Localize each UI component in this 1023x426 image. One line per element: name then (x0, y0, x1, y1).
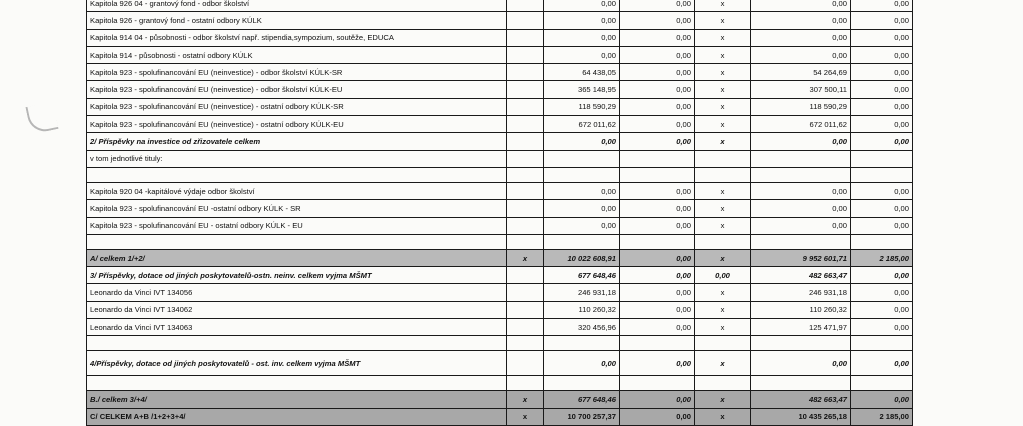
cell-value-5: 0,00 (851, 116, 913, 133)
cell-value-3: 0,00 (695, 267, 751, 284)
cell-value-3: x (695, 408, 751, 425)
row-label: Leonardo da Vinci IVT 134063 (87, 319, 507, 336)
cell-marker (507, 98, 544, 115)
cell-marker (507, 133, 544, 150)
cell-value-3: x (695, 182, 751, 199)
table-row (87, 336, 913, 351)
cell-value-4: 0,00 (751, 200, 851, 217)
cell-value-3 (695, 376, 751, 391)
row-label (87, 376, 507, 391)
cell-marker (507, 81, 544, 98)
cell-value-5: 0,00 (851, 217, 913, 234)
cell-value-2 (620, 376, 695, 391)
cell-value-4 (751, 376, 851, 391)
row-label (87, 336, 507, 351)
row-label: A/ celkem 1/+2/ (87, 249, 507, 266)
cell-value-1 (544, 167, 620, 182)
table-row (87, 133, 913, 150)
cell-value-5: 0,00 (851, 200, 913, 217)
cell-value-5: 0,00 (851, 12, 913, 29)
cell-value-5: 0,00 (851, 301, 913, 318)
row-label: 4/Příspěvky, dotace od jiných poskytovatelů - ost. inv. celkem vyjma MŠMT (87, 351, 507, 376)
cell-value-4: 0,00 (751, 0, 851, 12)
cell-value-4: 0,00 (751, 133, 851, 150)
cell-value-4: 10 435 265,18 (751, 408, 851, 425)
cell-value-5: 2 185,00 (851, 249, 913, 266)
cell-value-2: 0,00 (620, 391, 695, 408)
cell-value-1: 677 648,46 (544, 267, 620, 284)
cell-value-1: 110 260,32 (544, 301, 620, 318)
cell-value-5: 0,00 (851, 319, 913, 336)
table-row (87, 64, 913, 81)
cell-value-5: 0,00 (851, 391, 913, 408)
row-label: Kapitola 914 - působnosti - ostatní odbory KÚLK (87, 46, 507, 63)
table-row (87, 351, 913, 376)
row-label: Kapitola 926 04 - grantový fond - odbor školství (87, 0, 507, 12)
cell-value-3: x (695, 29, 751, 46)
table-row (87, 98, 913, 115)
cell-value-3: x (695, 217, 751, 234)
cell-value-1: 320 456,96 (544, 319, 620, 336)
table-row (87, 46, 913, 63)
cell-value-1: 0,00 (544, 29, 620, 46)
cell-value-2: 0,00 (620, 182, 695, 199)
cell-value-1: 0,00 (544, 133, 620, 150)
row-label: Kapitola 923 - spolufinancování EU -ostatní odbory KÚLK - SR (87, 200, 507, 217)
cell-marker (507, 29, 544, 46)
cell-value-4: 118 590,29 (751, 98, 851, 115)
cell-marker (507, 0, 544, 12)
table-row (87, 167, 913, 182)
cell-marker (507, 234, 544, 249)
cell-value-2: 0,00 (620, 116, 695, 133)
cell-marker (507, 351, 544, 376)
cell-value-3: x (695, 12, 751, 29)
cell-value-5 (851, 150, 913, 167)
table-row (87, 12, 913, 29)
cell-value-1: 10 022 608,91 (544, 249, 620, 266)
table-row (87, 150, 913, 167)
cell-value-4: 482 663,47 (751, 267, 851, 284)
cell-marker (507, 200, 544, 217)
cell-value-5 (851, 376, 913, 391)
cell-value-1: 246 931,18 (544, 284, 620, 301)
cell-value-5: 0,00 (851, 133, 913, 150)
cell-value-1 (544, 150, 620, 167)
row-label: Kapitola 923 - spolufinancování EU (neinvestice) - ostatní odbory KÚLK-EU (87, 116, 507, 133)
cell-value-4: 0,00 (751, 29, 851, 46)
cell-value-2: 0,00 (620, 46, 695, 63)
row-label (87, 234, 507, 249)
cell-value-5: 0,00 (851, 284, 913, 301)
cell-value-5: 0,00 (851, 98, 913, 115)
cell-value-3: x (695, 0, 751, 12)
cell-value-3 (695, 234, 751, 249)
cell-value-5: 0,00 (851, 81, 913, 98)
row-label: 2/ Příspěvky na investice od zřizovatele celkem (87, 133, 507, 150)
cell-value-3: x (695, 391, 751, 408)
table-row (87, 29, 913, 46)
row-label: Leonardo da Vinci IVT 134062 (87, 301, 507, 318)
cell-value-2: 0,00 (620, 0, 695, 12)
cell-marker: x (507, 249, 544, 266)
cell-value-2: 0,00 (620, 133, 695, 150)
cell-value-4: 54 264,69 (751, 64, 851, 81)
cell-value-1: 0,00 (544, 182, 620, 199)
cell-value-3: x (695, 116, 751, 133)
cell-value-5: 2 185,00 (851, 408, 913, 425)
budget-table (86, 0, 913, 426)
row-label: Kapitola 914 04 - působnosti - odbor školství např. stipendia,sympozium, soutěže, EDUCA (87, 29, 507, 46)
cell-value-3: x (695, 64, 751, 81)
row-label: Kapitola 923 - spolufinancování EU (neinvestice) - odbor školství KÚLK-EU (87, 81, 507, 98)
cell-value-1: 10 700 257,37 (544, 408, 620, 425)
cell-value-4: 672 011,62 (751, 116, 851, 133)
cell-value-3: x (695, 133, 751, 150)
cell-value-4: 125 471,97 (751, 319, 851, 336)
row-label: Kapitola 926 - grantový fond - ostatní odbory KÚLK (87, 12, 507, 29)
cell-value-1: 677 648,46 (544, 391, 620, 408)
cell-marker: x (507, 391, 544, 408)
cell-value-2: 0,00 (620, 301, 695, 318)
cell-value-5 (851, 167, 913, 182)
cell-marker (507, 319, 544, 336)
cell-marker (507, 116, 544, 133)
cell-value-4: 0,00 (751, 351, 851, 376)
cell-value-5: 0,00 (851, 0, 913, 12)
cell-value-3: x (695, 46, 751, 63)
cell-value-1: 0,00 (544, 12, 620, 29)
cell-value-3 (695, 336, 751, 351)
cell-value-3: x (695, 284, 751, 301)
cell-value-5: 0,00 (851, 46, 913, 63)
cell-value-3: x (695, 81, 751, 98)
cell-value-4: 110 260,32 (751, 301, 851, 318)
table-row (87, 376, 913, 391)
row-label: Kapitola 923 - spolufinancování EU (neinvestice) - odbor školství KÚLK-SR (87, 64, 507, 81)
cell-value-4 (751, 167, 851, 182)
cell-value-2: 0,00 (620, 267, 695, 284)
cell-value-4: 307 500,11 (751, 81, 851, 98)
table-row (87, 301, 913, 318)
cell-marker (507, 64, 544, 81)
cell-value-3: x (695, 319, 751, 336)
table-row (87, 319, 913, 336)
cell-value-1: 365 148,95 (544, 81, 620, 98)
cell-value-3: x (695, 200, 751, 217)
cell-value-1: 0,00 (544, 200, 620, 217)
cell-marker (507, 376, 544, 391)
row-label: Kapitola 923 - spolufinancování EU - ostatní odbory KÚLK - EU (87, 217, 507, 234)
row-label: Kapitola 920 04 -kapitálové výdaje odbor školství (87, 182, 507, 199)
table-row (87, 0, 913, 12)
cell-value-2 (620, 336, 695, 351)
cell-value-2: 0,00 (620, 217, 695, 234)
cell-value-3: x (695, 351, 751, 376)
row-label: 3/ Příspěvky, dotace od jiných poskytovatelů-ostn. neinv. celkem vyjma MŠMT (87, 267, 507, 284)
table-row (87, 182, 913, 199)
cell-value-2: 0,00 (620, 351, 695, 376)
row-label: v tom jednotlivé tituly: (87, 150, 507, 167)
cell-value-2: 0,00 (620, 29, 695, 46)
table-row (87, 116, 913, 133)
cell-value-2: 0,00 (620, 249, 695, 266)
table-row (87, 249, 913, 266)
cell-marker (507, 167, 544, 182)
cell-value-3: x (695, 249, 751, 266)
cell-value-2 (620, 167, 695, 182)
cell-marker (507, 182, 544, 199)
cell-value-5 (851, 234, 913, 249)
cell-value-1: 672 011,62 (544, 116, 620, 133)
table-row (87, 234, 913, 249)
row-label: B./ celkem 3/+4/ (87, 391, 507, 408)
table-row (87, 81, 913, 98)
cell-value-5: 0,00 (851, 267, 913, 284)
row-label: C/ CELKEM A+B /1+2+3+4/ (87, 408, 507, 425)
cell-value-5: 0,00 (851, 64, 913, 81)
cell-value-3: x (695, 301, 751, 318)
row-label: Leonardo da Vinci IVT 134056 (87, 284, 507, 301)
cell-value-5: 0,00 (851, 29, 913, 46)
cell-value-2: 0,00 (620, 64, 695, 81)
cell-value-2: 0,00 (620, 319, 695, 336)
cell-value-1: 118 590,29 (544, 98, 620, 115)
cell-marker (507, 46, 544, 63)
cell-value-2: 0,00 (620, 12, 695, 29)
cell-value-1 (544, 336, 620, 351)
cell-value-4: 0,00 (751, 12, 851, 29)
cell-value-4 (751, 234, 851, 249)
cell-marker (507, 12, 544, 29)
cell-value-4: 0,00 (751, 182, 851, 199)
cell-value-4 (751, 150, 851, 167)
cell-value-2: 0,00 (620, 98, 695, 115)
cell-value-1 (544, 234, 620, 249)
cell-value-1: 0,00 (544, 217, 620, 234)
cell-value-2: 0,00 (620, 200, 695, 217)
cell-value-4 (751, 336, 851, 351)
cell-value-3: x (695, 98, 751, 115)
cell-value-5: 0,00 (851, 182, 913, 199)
cell-value-2: 0,00 (620, 284, 695, 301)
cell-marker: x (507, 408, 544, 425)
cell-value-1: 0,00 (544, 0, 620, 12)
cell-value-4: 0,00 (751, 46, 851, 63)
cell-value-1: 0,00 (544, 46, 620, 63)
cell-value-2: 0,00 (620, 81, 695, 98)
cell-marker (507, 301, 544, 318)
cell-marker (507, 284, 544, 301)
cell-value-1 (544, 376, 620, 391)
cell-value-1: 64 438,05 (544, 64, 620, 81)
cell-value-4: 246 931,18 (751, 284, 851, 301)
table-body (87, 0, 913, 425)
cell-value-4: 0,00 (751, 217, 851, 234)
row-label (87, 167, 507, 182)
cell-marker (507, 217, 544, 234)
table-row (87, 391, 913, 408)
scan-artifact-mark (25, 101, 58, 134)
cell-value-5: 0,00 (851, 351, 913, 376)
cell-value-3 (695, 150, 751, 167)
cell-marker (507, 267, 544, 284)
cell-marker (507, 336, 544, 351)
table-row (87, 284, 913, 301)
cell-value-3 (695, 167, 751, 182)
cell-value-4: 9 952 601,71 (751, 249, 851, 266)
table-row (87, 217, 913, 234)
cell-value-5 (851, 336, 913, 351)
cell-value-2: 0,00 (620, 408, 695, 425)
cell-value-2 (620, 150, 695, 167)
table-row (87, 200, 913, 217)
row-label: Kapitola 923 - spolufinancování EU (neinvestice) - ostatní odbory KÚLK-SR (87, 98, 507, 115)
cell-value-1: 0,00 (544, 351, 620, 376)
table-row (87, 408, 913, 425)
cell-value-2 (620, 234, 695, 249)
table-row (87, 267, 913, 284)
cell-value-4: 482 663,47 (751, 391, 851, 408)
cell-marker (507, 150, 544, 167)
